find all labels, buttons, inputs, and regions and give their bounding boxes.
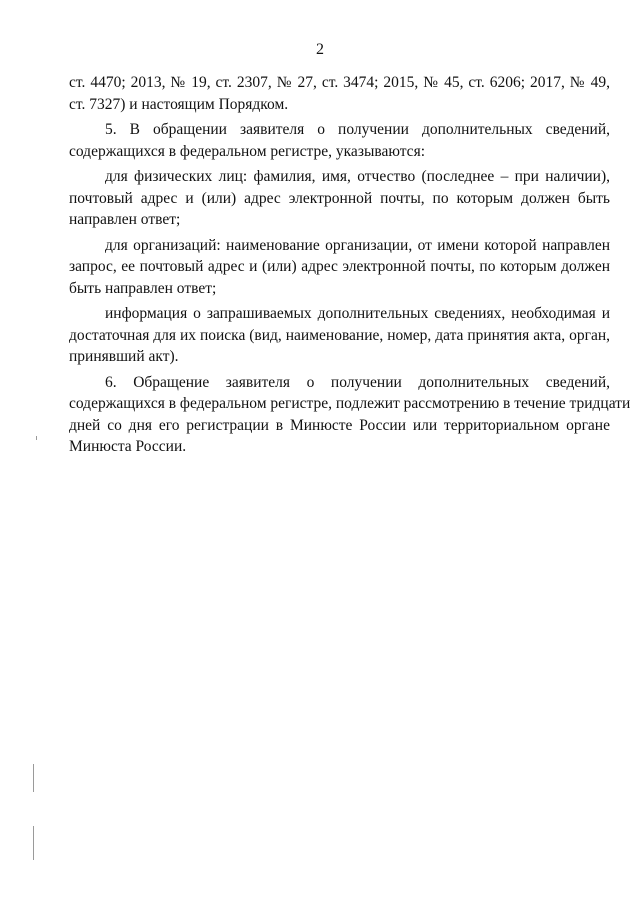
text-line: дней со дня его регистрации в Минюсте России или территориальном органе: [69, 416, 610, 434]
text-line: быть направлен ответ;: [69, 279, 217, 297]
text-line: принявший акт).: [69, 348, 179, 365]
paragraph-requested-info: [69, 303, 610, 368]
paragraph-item-6: [69, 372, 631, 458]
text-line: для организаций: наименование организации, от имени которой направлен: [105, 236, 610, 254]
paragraph-organizations: [69, 235, 610, 300]
scan-artifact: [33, 826, 34, 860]
text-line: Минюста России.: [69, 438, 187, 455]
paragraph-individuals: [69, 166, 610, 231]
text-line: ст. 7327) и настоящим Порядком.: [69, 95, 289, 113]
text-line: 5. В обращении заявителя о получении дополнительных сведений,: [105, 121, 610, 138]
text-line: достаточная для их поиска (вид, наименование, номер, дата принятия акта, орган,: [69, 326, 610, 344]
paragraph-item-5: [69, 119, 610, 162]
text-line: ст. 4470; 2013, № 19, ст. 2307, № 27, ст. 3474; 2015, № 45, ст. 6206; 2017, № 49,: [69, 74, 610, 91]
text-line: для физических лиц: фамилия, имя, отчество (последнее – при наличии),: [105, 168, 610, 185]
text-line: почтовый адрес и (или) адрес электронной почты, по которым должен быть: [69, 189, 610, 207]
page-number: 2: [316, 41, 324, 58]
document-body: [69, 72, 631, 462]
text-line: содержащихся в федеральном регистре, указываются:: [69, 142, 426, 160]
text-line: запрос, ее почтовый адрес и (или) адрес электронной почты, по которым должен: [69, 258, 610, 275]
text-line: информация о запрашиваемых дополнительных сведениях, необходимая и: [105, 305, 610, 322]
scan-artifact: [33, 764, 34, 792]
text-line: 6. Обращение заявителя о получении дополнительных сведений,: [105, 373, 610, 391]
paragraph-continuation: [69, 72, 610, 115]
scan-artifact: [36, 436, 37, 440]
text-line: направлен ответ;: [69, 211, 181, 228]
text-line: содержащихся в федеральном регистре, подлежит рассмотрению в течение тридцати: [69, 395, 631, 412]
